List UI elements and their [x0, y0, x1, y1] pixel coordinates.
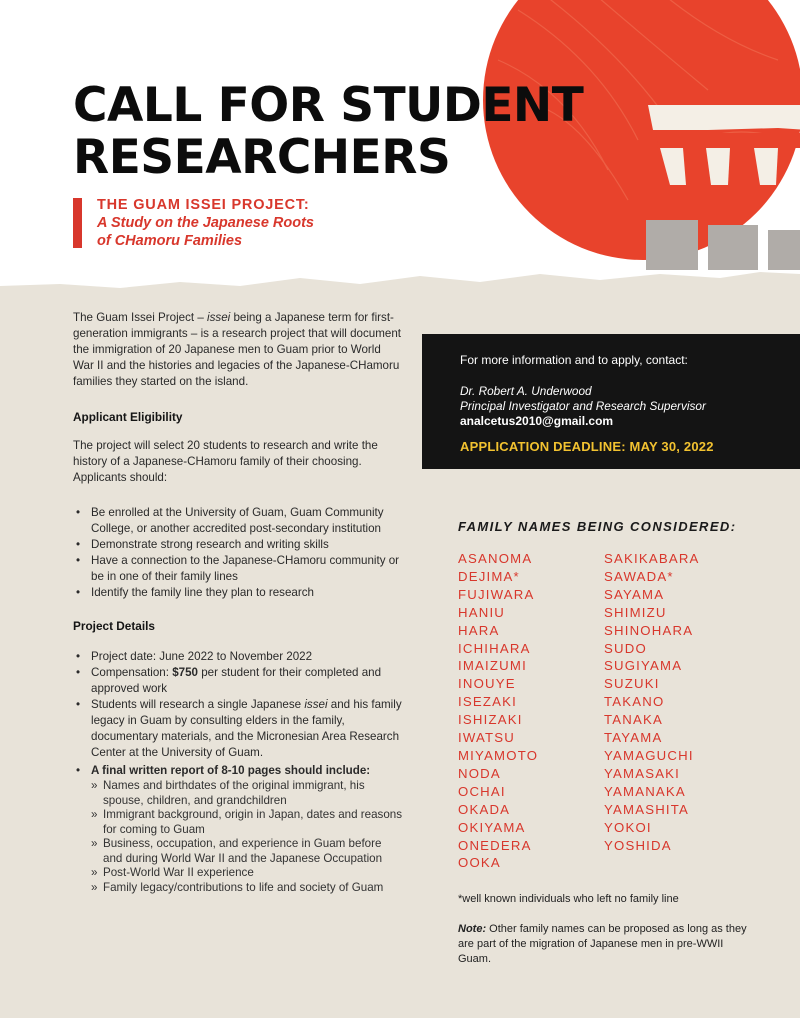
title-line-1: CALL FOR STUDENT [73, 78, 584, 133]
family-name: SUDO [604, 640, 647, 656]
application-deadline: APPLICATION DEADLINE: MAY 30, 2022 [460, 439, 714, 454]
family-name: TAYAMA [604, 730, 663, 746]
subtitle-line-2: A Study on the Japanese Roots [97, 215, 314, 231]
eligibility-item: • Be enrolled at the University of Guam, Guam Community College, or another accredited post-secondary institution [73, 505, 403, 537]
research-item: • Students will research a single Japanese issei and his family legacy in Guam by consulting elders in the family, documentary materials, and the Micronesian Area Research Center at the University of Guam. [73, 697, 403, 761]
contact-role: Principal Investigator and Research Supervisor [460, 399, 706, 413]
details-heading: Project Details [73, 619, 155, 633]
eligibility-paragraph: The project will select 20 students to research and write the history of a Japanese-CHamoru family of their choosing. Applicants should: [73, 439, 378, 484]
family-name: ONEDERA [458, 837, 532, 853]
title-line-2: RESEARCHERS [73, 130, 451, 185]
footnote: *well known individuals who left no family line [458, 893, 679, 905]
report-requirement: » Business, occupation, and experience in Guam before and during World War II and the Japanese Occupation [91, 837, 403, 866]
report-item [73, 763, 403, 895]
family-name: HARA [458, 622, 500, 638]
family-name: SAWADA* [604, 568, 674, 584]
family-name: YAMASHITA [604, 801, 690, 817]
family-names-heading: FAMILY NAMES BEING CONSIDERED: [458, 519, 737, 534]
family-name: ICHIHARA [458, 640, 531, 656]
family-name: OKIYAMA [458, 819, 526, 835]
report-requirements-list [91, 779, 403, 895]
page-title [73, 80, 633, 184]
eligibility-heading: Applicant Eligibility [73, 410, 183, 424]
family-name: SHINOHARA [604, 622, 694, 638]
family-name: NODA [458, 765, 501, 781]
project-date-item: • Project date: June 2022 to November 2022 [73, 649, 403, 665]
report-requirement: » Family legacy/contributions to life and society of Guam [91, 881, 403, 896]
family-name: YOSHIDA [604, 837, 672, 853]
family-name: YAMAGUCHI [604, 747, 694, 763]
contact-name: Dr. Robert A. Underwood [460, 384, 592, 398]
family-name: DEJIMA* [458, 568, 520, 584]
eligibility-item: • Identify the family line they plan to research [73, 585, 403, 601]
family-name: SAYAMA [604, 586, 665, 602]
note-text: Other family names can be proposed as long as they are part of the migration of Japanese men in pre-WWII Guam. [458, 923, 747, 965]
family-name: SHIMIZU [604, 604, 667, 620]
family-name: ASANOMA [458, 551, 533, 566]
family-names-column-1 [458, 550, 538, 872]
family-name: ISHIZAKI [458, 712, 523, 728]
note [458, 922, 748, 967]
family-name: MIYAMOTO [458, 747, 539, 763]
family-name: OCHAI [458, 783, 506, 799]
eligibility-item: • Demonstrate strong research and writing skills [73, 537, 403, 553]
contact-box [422, 334, 800, 469]
intro-paragraph: The Guam Issei Project – issei being a Japanese term for first-generation immigrants – is a research project that will document the immigration of 20 Japanese men to Guam prior to World War II and the histories and legacies of the Japanese-CHamoru families they started on the island. [73, 311, 401, 388]
eligibility-item: • Have a connection to the Japanese-CHamoru community or be in one of their family lines [73, 553, 403, 585]
torn-paper-edge [0, 240, 800, 320]
family-name: INOUYE [458, 676, 516, 692]
project-subtitle [97, 196, 397, 250]
eligibility-list [73, 505, 403, 601]
family-name: SUGIYAMA [604, 658, 683, 674]
family-name: SUZUKI [604, 676, 660, 692]
report-requirement: » Post-World War II experience [91, 866, 403, 881]
family-name: FUJIWARA [458, 586, 535, 602]
project-description [73, 310, 403, 895]
family-name: TAKANO [604, 694, 665, 710]
details-list [73, 649, 403, 895]
note-label: Note: [458, 923, 487, 935]
report-requirement: » Immigrant background, origin in Japan, dates and reasons for coming to Guam [91, 808, 403, 837]
family-name: SAKIKABARA [604, 551, 700, 566]
family-names-column-2 [604, 550, 700, 854]
subtitle-line-1: THE GUAM ISSEI PROJECT: [97, 197, 310, 213]
compensation-item: • Compensation: $750 per student for their completed and approved work [73, 665, 403, 697]
contact-email[interactable]: analcetus2010@gmail.com [460, 414, 614, 428]
family-name: YOKOI [604, 819, 652, 835]
family-name: HANIU [458, 604, 506, 620]
family-name: ISEZAKI [458, 694, 517, 710]
family-name: OOKA [458, 855, 501, 871]
subtitle-accent-bar [73, 198, 82, 248]
family-name: IWATSU [458, 730, 516, 746]
family-name: YAMANAKA [604, 783, 686, 799]
family-name: YAMASAKI [604, 765, 681, 781]
report-heading: A final written report of 8-10 pages should include: [91, 764, 371, 777]
report-requirement: » Names and birthdates of the original immigrant, his spouse, children, and grandchildren [91, 779, 403, 808]
contact-intro: For more information and to apply, contact: [460, 353, 688, 367]
subtitle-line-3: of CHamoru Families [97, 233, 243, 249]
family-name: IMAIZUMI [458, 658, 527, 674]
family-name: OKADA [458, 801, 511, 817]
family-name: TANAKA [604, 712, 663, 728]
